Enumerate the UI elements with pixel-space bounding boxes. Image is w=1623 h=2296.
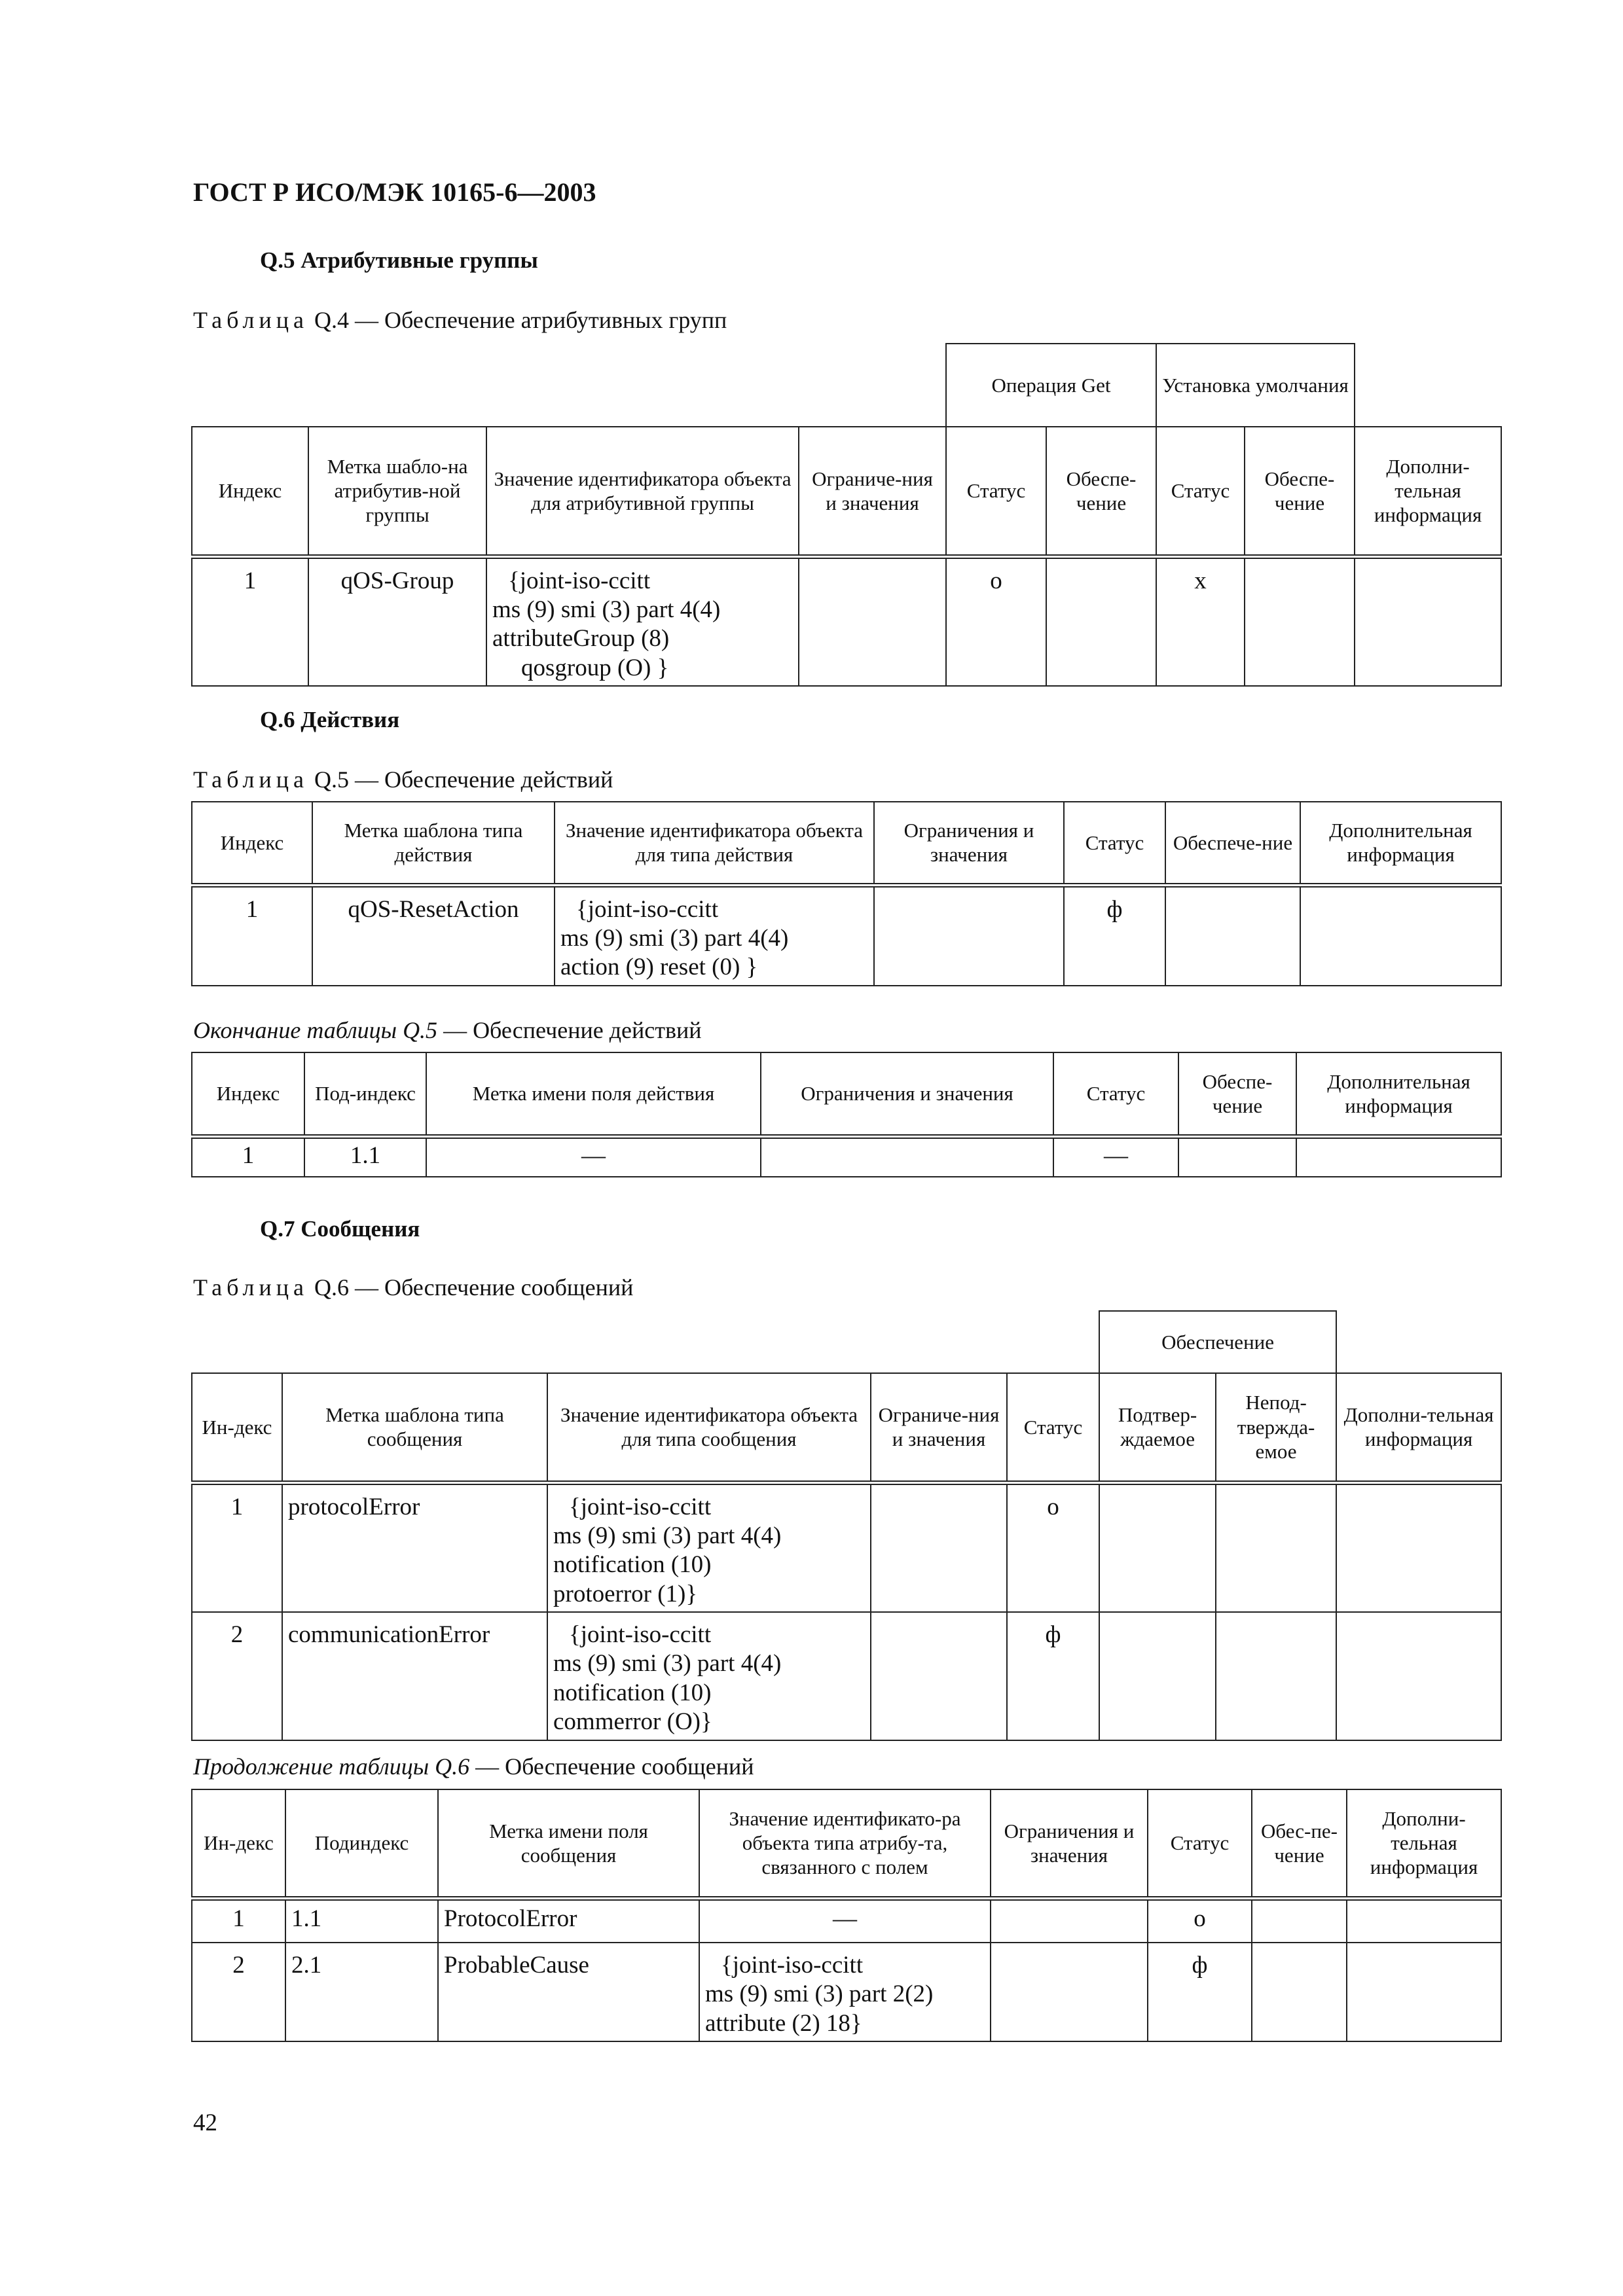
cell-support [1245,556,1355,686]
table-q6 [191,1310,1502,1741]
column-header: Обеспе-чение [1046,427,1156,556]
cell-subindex: 1.1 [285,1898,438,1943]
caption-text: Q.6 — Обеспечение сообщений [308,1274,634,1300]
cell-label: — [426,1136,761,1177]
oid-line: ms (9) smi (3) part 4(4) [553,1650,782,1677]
oid-line: qosgroup (O) } [521,654,669,681]
column-header: Ограничения и значения [874,802,1064,885]
cell-constraints [799,556,946,686]
column-header: Статус [1064,802,1165,885]
cell-confirmed [1099,1612,1216,1740]
cell-status: — [1053,1136,1178,1177]
column-header: Обеспече-ние [1165,802,1300,885]
document-title: ГОСТ Р ИСО/МЭК 10165-6—2003 [193,177,596,207]
caption-text: — Обеспечение действий [437,1017,702,1043]
cell-label: communicationError [282,1612,547,1740]
column-header: Статус [1053,1052,1178,1136]
cell-unconfirmed [1216,1612,1336,1740]
cell-constraints [871,1612,1007,1740]
column-header: Значение идентификатора объекта для типа действия [555,802,874,885]
cell-oid [486,556,799,686]
group-header-get: Операция Get [946,344,1156,427]
column-header: Ин-декс [192,1373,282,1482]
cell-confirmed [1099,1482,1216,1612]
cell-support [1046,556,1156,686]
oid-line: {joint-iso-ccitt [508,567,651,594]
cell-constraints [761,1136,1053,1177]
cell-oid [547,1482,871,1612]
table-q5-cont-caption [193,1016,702,1044]
column-header: Подиндекс [285,1789,438,1898]
caption-prefix: Таблица [193,766,308,793]
cell-subindex: 1.1 [304,1136,426,1177]
column-header: Ограниче-ния и значения [871,1373,1007,1482]
column-header: Статус [1148,1789,1252,1898]
column-header: Статус [946,427,1046,556]
cell-oid [555,885,874,986]
caption-prefix: Таблица [193,1274,308,1300]
cell-oid [547,1612,871,1740]
oid-line: {joint-iso-ccitt [569,1493,712,1520]
cell-index: 1 [192,1136,304,1177]
table-row [192,556,1501,686]
cell-constraints [991,1898,1148,1943]
table-q5-continuation [191,1052,1502,1177]
oid-line: ms (9) smi (3) part 4(4) [492,596,721,623]
table-q6-cont-caption [193,1753,754,1780]
cell-index: 1 [192,556,308,686]
oid-line: {joint-iso-ccitt [576,895,719,923]
column-header: Метка шаблона типа сообщения [282,1373,547,1482]
column-header: Индекс [192,427,308,556]
column-header: Обеспе-чение [1245,427,1355,556]
oid-line: notification (10) [553,1679,712,1706]
table-q4-caption [193,306,727,334]
column-header: Значение идентификатора объекта для типа сообщения [547,1373,871,1482]
cell-info [1347,1898,1501,1943]
column-header: Метка имени поля сообщения [438,1789,699,1898]
caption-text: — Обеспечение сообщений [469,1753,754,1780]
column-header: Обеспе-чение [1178,1052,1296,1136]
table-row [192,1943,1501,2041]
column-header: Непод-твержда-емое [1216,1373,1336,1482]
page-number: 42 [193,2109,217,2136]
table-q6-caption [193,1274,633,1301]
group-header-support: Обеспечение [1099,1311,1336,1373]
group-header-default: Установка умолчания [1156,344,1355,427]
caption-italic: Продолжение таблицы Q.6 [193,1753,470,1780]
cell-status: x [1156,556,1245,686]
oid-line: commerror (O)} [553,1708,712,1736]
section-title-q6: Q.6 Действия [260,707,400,732]
cell-index: 1 [192,1898,285,1943]
cell-status: o [1007,1482,1099,1612]
column-header: Ограничения и значения [991,1789,1148,1898]
column-header: Подтвер-ждаемое [1099,1373,1216,1482]
column-header: Значение идентификато-ра объекта типа атрибу-та, связанного с полем [699,1789,991,1898]
cell-label: ProbableCause [438,1943,699,2041]
caption-prefix: Таблица [193,307,308,333]
column-header: Индекс [192,1052,304,1136]
column-header: Значение идентификатора объекта для атрибутивной группы [486,427,799,556]
oid-line: attribute (2) 18} [705,2009,862,2037]
table-q4 [191,343,1502,687]
caption-text: Q.4 — Обеспечение атрибутивных групп [308,307,727,333]
cell-status: ф [1007,1612,1099,1740]
oid-line: action (9) reset (0) } [560,954,758,981]
cell-index: 1 [192,1482,282,1612]
column-header: Ин-декс [192,1789,285,1898]
table-row [192,1136,1501,1177]
oid-line: {joint-iso-ccitt [721,1952,864,1979]
cell-unconfirmed [1216,1482,1336,1612]
column-header: Дополнительная информация [1296,1052,1501,1136]
column-header: Дополни-тельная информация [1336,1373,1501,1482]
cell-info [1296,1136,1501,1177]
column-header: Метка имени поля действия [426,1052,761,1136]
column-header: Ограниче-ния и значения [799,427,946,556]
section-title-q5: Q.5 Атрибутивные группы [260,247,538,273]
table-row [192,885,1501,986]
column-header: Статус [1007,1373,1099,1482]
column-header: Индекс [192,802,312,885]
cell-support [1165,885,1300,986]
column-header: Обес-пе-чение [1252,1789,1347,1898]
cell-label: qOS-ResetAction [312,885,555,986]
cell-info [1300,885,1501,986]
cell-status: o [946,556,1046,686]
cell-label: protocolError [282,1482,547,1612]
cell-info [1355,556,1501,686]
column-header: Ограничения и значения [761,1052,1053,1136]
column-header: Метка шаблона типа действия [312,802,555,885]
cell-info [1336,1482,1501,1612]
cell-support [1252,1898,1347,1943]
oid-line: {joint-iso-ccitt [569,1621,712,1649]
cell-index: 1 [192,885,312,986]
cell-status: ф [1064,885,1165,986]
oid-line: ms (9) smi (3) part 4(4) [560,924,789,952]
section-title-q7: Q.7 Сообщения [260,1216,420,1242]
cell-label: qOS-Group [308,556,486,686]
column-header: Дополни-тельная информация [1347,1789,1501,1898]
table-q5-caption [193,766,613,793]
cell-oid: — [699,1898,991,1943]
cell-constraints [874,885,1064,986]
oid-line: protoerror (1)} [553,1580,698,1607]
table-q6-continuation [191,1789,1502,2042]
cell-oid [699,1943,991,2041]
oid-line: ms (9) smi (3) part 2(2) [705,1981,934,2008]
table-row [192,1898,1501,1943]
cell-status: o [1148,1898,1252,1943]
cell-constraints [871,1482,1007,1612]
table-row [192,1482,1501,1612]
cell-status: ф [1148,1943,1252,2041]
column-header: Под-индекс [304,1052,426,1136]
column-header: Дополни-тельная информация [1355,427,1501,556]
oid-line: ms (9) smi (3) part 4(4) [553,1522,782,1549]
cell-support [1178,1136,1296,1177]
table-row [192,1612,1501,1740]
cell-info [1336,1612,1501,1740]
caption-italic: Окончание таблицы Q.5 [193,1017,438,1043]
oid-line: attributeGroup (8) [492,625,670,653]
cell-support [1252,1943,1347,2041]
oid-line: notification (10) [553,1551,712,1579]
column-header: Метка шабло-на атрибутив-ной группы [308,427,486,556]
cell-subindex: 2.1 [285,1943,438,2041]
caption-text: Q.5 — Обеспечение действий [308,766,613,793]
column-header: Статус [1156,427,1245,556]
table-q5 [191,801,1502,986]
cell-info [1347,1943,1501,2041]
cell-index: 2 [192,1612,282,1740]
cell-constraints [991,1943,1148,2041]
column-header: Дополнительная информация [1300,802,1501,885]
cell-index: 2 [192,1943,285,2041]
cell-label: ProtocolError [438,1898,699,1943]
